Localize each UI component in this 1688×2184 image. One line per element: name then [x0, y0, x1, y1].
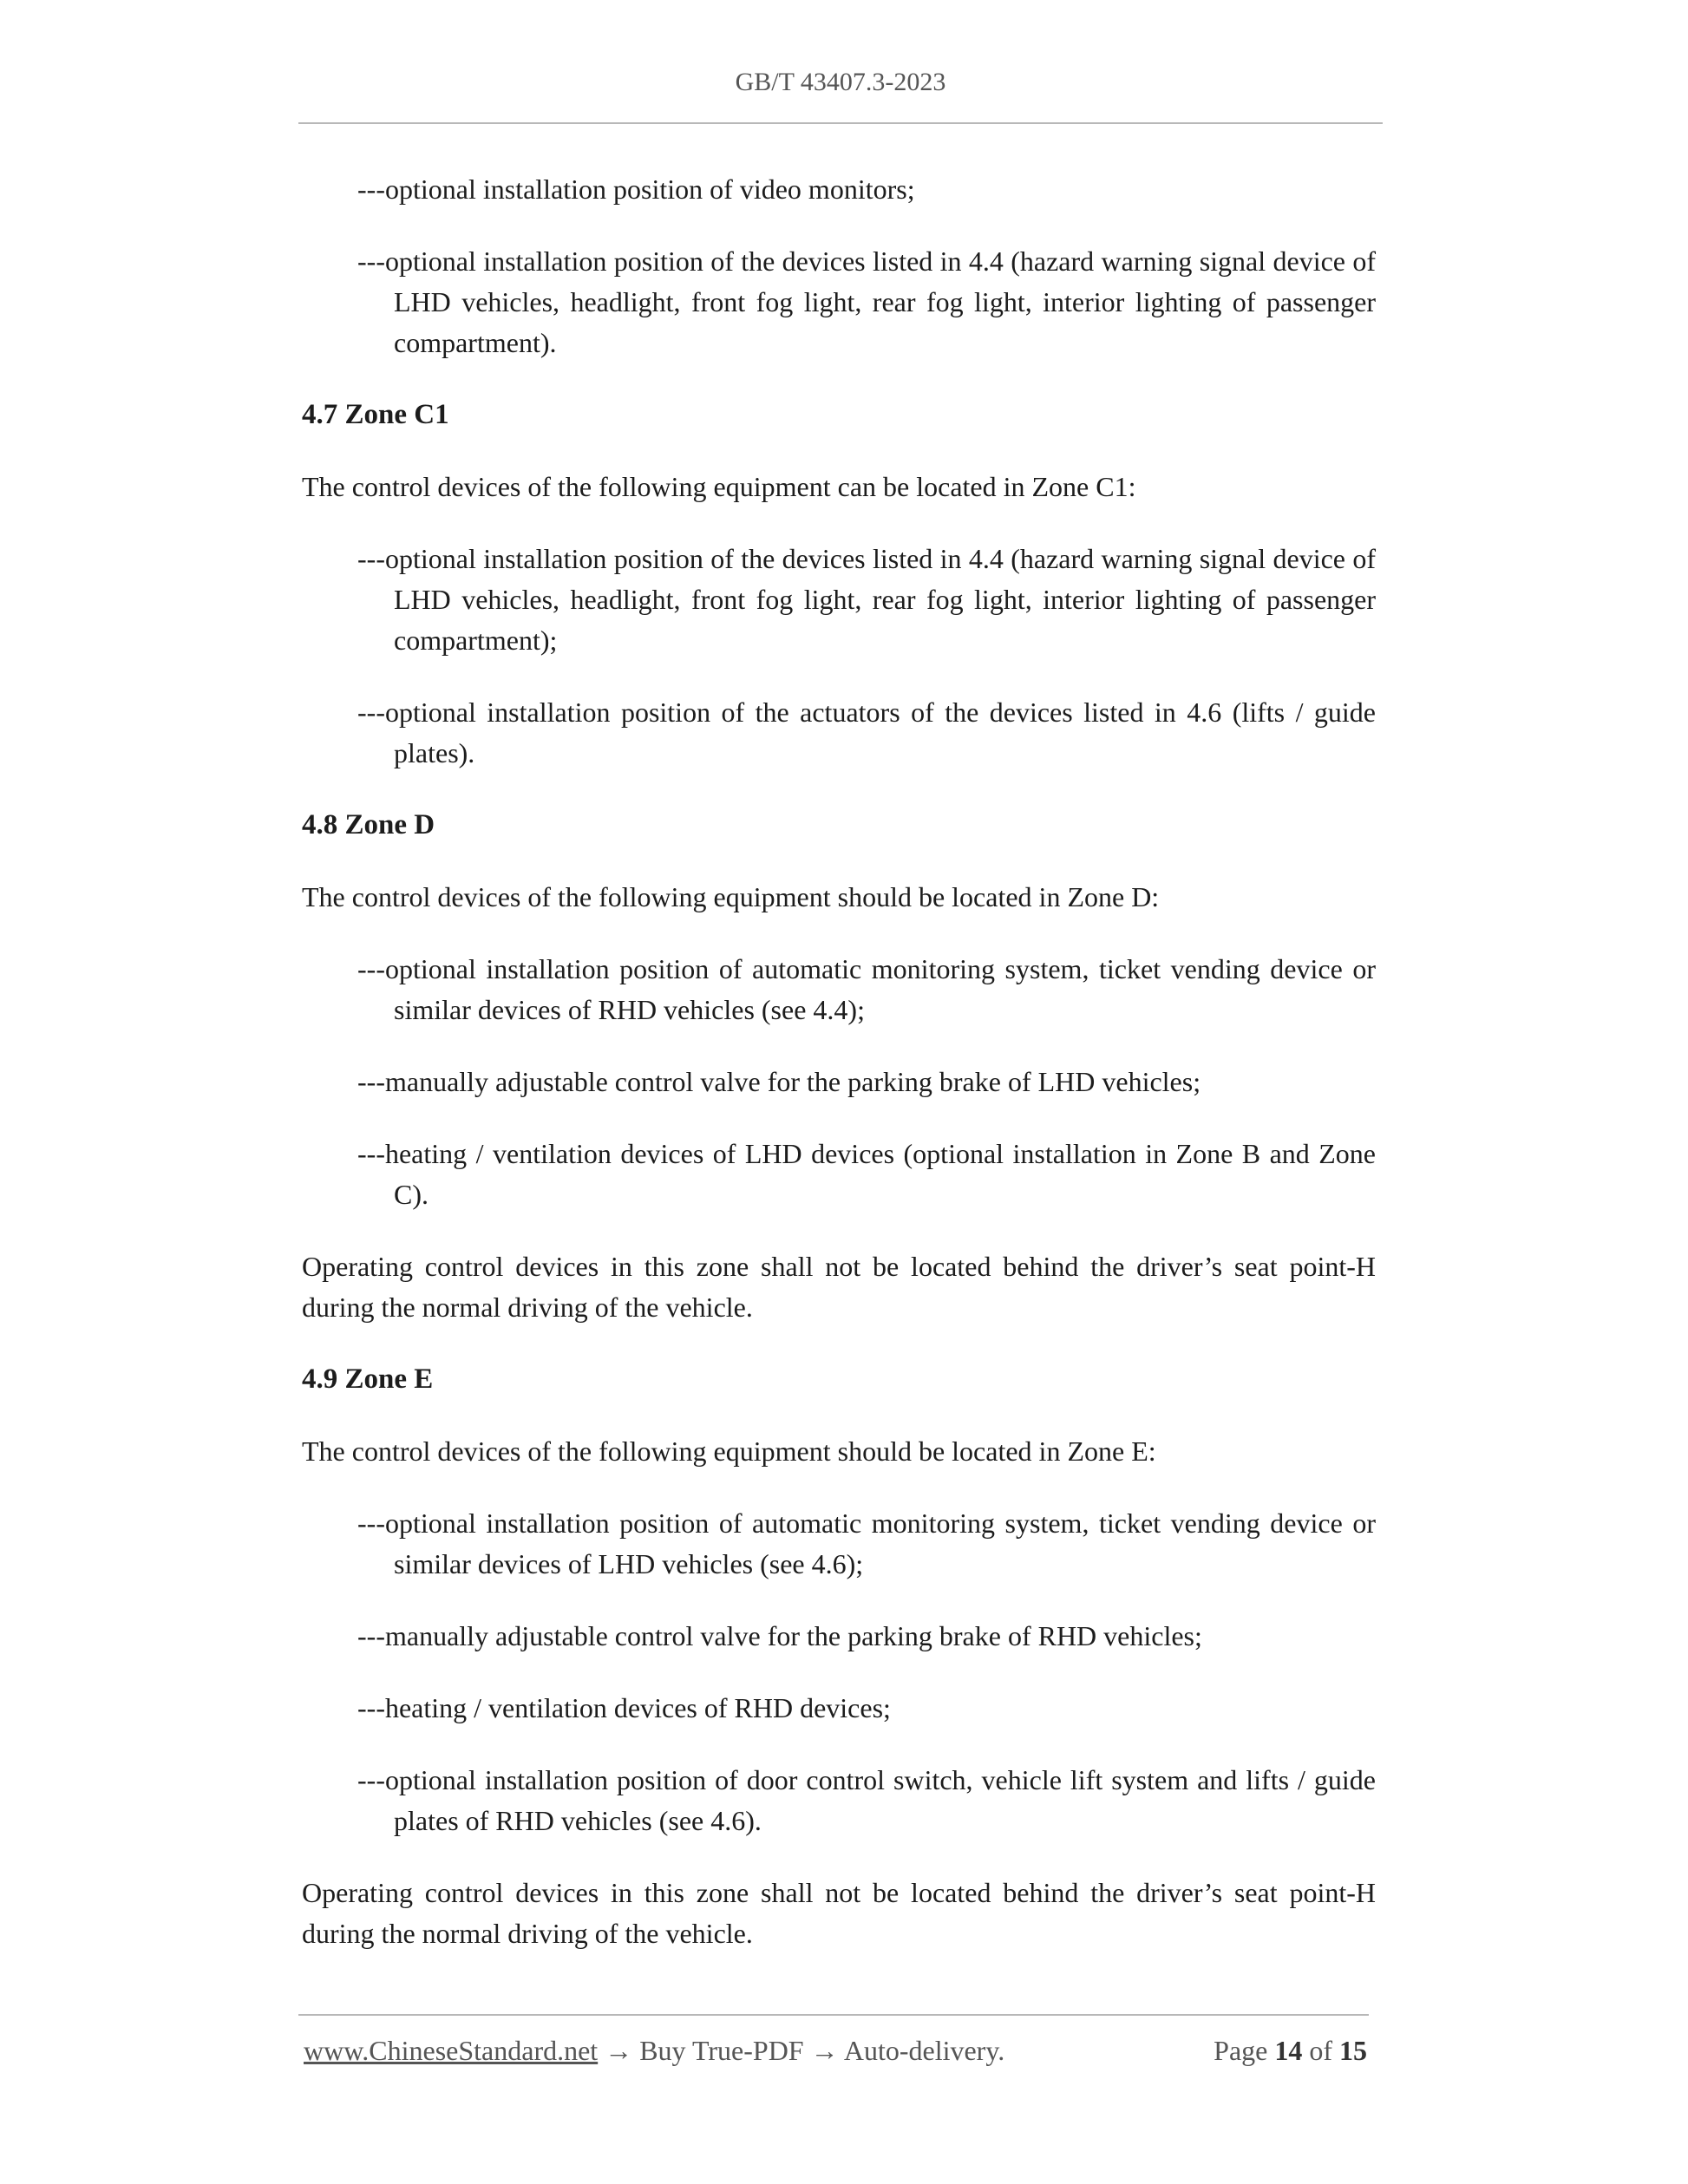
paragraph: Operating control devices in this zone shall not be located behind the driver’s seat point-H during the normal driving of the vehicle. [302, 1251, 1376, 1323]
header-divider [298, 122, 1383, 124]
document-footer [304, 2035, 1367, 2067]
list-item: ---optional installation position of door control switch, vehicle lift system and lifts / guide plates of RHD vehicles (see 4.6). [357, 1764, 1376, 1836]
paragraph: The control devices of the following equipment can be located in Zone C1: [302, 471, 1136, 502]
section-heading: 4.8 Zone D [302, 809, 435, 840]
section-heading: 4.9 Zone E [302, 1363, 434, 1395]
arrow-icon: → [605, 2035, 633, 2066]
footer-promo [304, 2035, 1004, 2067]
arrow-icon: → [810, 2035, 839, 2066]
document-body [302, 169, 1376, 1985]
section-heading: 4.7 Zone C1 [302, 399, 449, 430]
list-item: ---manually adjustable control valve for the parking brake of LHD vehicles; [357, 1066, 1201, 1097]
list-item: ---optional installation position of the devices listed in 4.4 (hazard warning signal device of LHD vehicles, headlight, front fog light, rear fog light, interior lighting of passenger compartment); [357, 543, 1376, 656]
list-item: ---optional installation position of the devices listed in 4.4 (hazard warning signal device of LHD vehicles, headlight, front fog light, rear fog light, interior lighting of passenger compartment). [357, 245, 1376, 358]
website-link[interactable]: www.ChineseStandard.net [304, 2035, 599, 2066]
list-item: ---optional installation position of the actuators of the devices listed in 4.6 (lifts / guide plates). [357, 696, 1376, 768]
delivery-text: Auto-delivery. [843, 2035, 1005, 2066]
document-header: GB/T 43407.3-2023 [735, 68, 946, 96]
list-item: ---optional installation position of automatic monitoring system, ticket vending device or similar devices of LHD vehicles (see 4.6); [357, 1507, 1376, 1579]
list-item: ---optional installation position of automatic monitoring system, ticket vending device or similar devices of RHD vehicles (see 4.4); [357, 953, 1376, 1025]
page-current: 14 [1274, 2035, 1303, 2066]
page-label: Page [1214, 2035, 1268, 2066]
paragraph: The control devices of the following equipment should be located in Zone E: [302, 1435, 1156, 1467]
paragraph: Operating control devices in this zone shall not be located behind the driver’s seat point-H during the normal driving of the vehicle. [302, 1877, 1376, 1949]
list-item: ---heating / ventilation devices of RHD devices; [357, 1692, 891, 1723]
page-total: 15 [1339, 2035, 1367, 2066]
paragraph: The control devices of the following equipment should be located in Zone D: [302, 881, 1160, 912]
buy-text: Buy True-PDF [639, 2035, 804, 2066]
page-indicator [1214, 2035, 1367, 2067]
list-item: ---manually adjustable control valve for the parking brake of RHD vehicles; [357, 1620, 1202, 1651]
list-item: ---heating / ventilation devices of LHD devices (optional installation in Zone B and Zone C). [357, 1138, 1376, 1210]
list-item: ---optional installation position of video monitors; [357, 173, 915, 205]
page-of: of [1309, 2035, 1332, 2066]
footer-divider [298, 2014, 1369, 2016]
